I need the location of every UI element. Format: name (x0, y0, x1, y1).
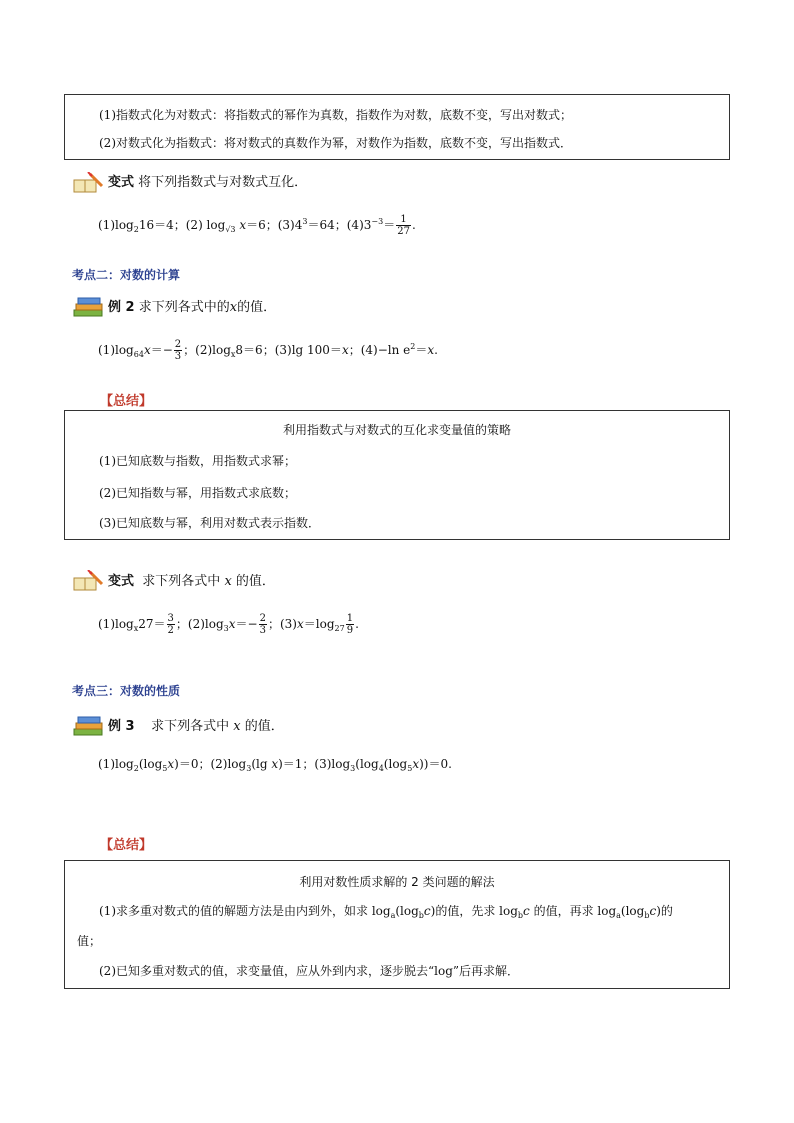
summary1-box (64, 410, 730, 540)
example2-problems: $(1)\log_{64}x=-$ $\frac{2}{3}$ ；$(2)\log_x8=6$；(3)lg 100＝x；(4)−ln $e^2=x$. (98, 339, 438, 362)
pencil-book-icon (72, 570, 106, 592)
variant2-label: 变式 (108, 574, 135, 589)
variant1-label: 变式 (108, 175, 135, 190)
method-line-2: (2)对数式化为指数式：将对数式的真数作为幂，对数作为指数，底数不变，写出指数式． (99, 136, 573, 150)
books-icon (72, 713, 106, 737)
example3-problems: $(1)\log_2(\log_5x)=0$；$(2)\log_3(\lg$ x)＝1；$(3)\log_3(\log_4(\log_5x))=0$. (98, 757, 452, 773)
method-line-1: (1)指数式化为对数式：将指数式的幂作为真数，指数作为对数，底数不变，写出对数式； (99, 108, 573, 122)
example2-label: 例 2 (108, 300, 135, 315)
summary2-box (64, 860, 730, 989)
variant1-prompt (108, 174, 307, 192)
books-icon (72, 294, 106, 318)
variant1-problems: $(1)\log_216=4$；(2) $\log_{√3} x=6$；$(3)4^3=64$；$(4)3^{-3}=$ $\frac{1}{27}$ . (98, 214, 416, 237)
variant2-problems: $(1)\log_x27=$ $\frac{3}{2}$ ；$(2)\log_3x=-$ $\frac{2}{3}$ ；$(3)x=\log_{27}$ $\frac{1}{9}$ . (98, 613, 359, 636)
summary2-item1: (1)求多重对数式的值的解题方法是由内到外，如求 $\log_a(\log_bc)$的值，先求 $\log_bc$ 的值，再求 $\log_a(\log_bc)$的 (99, 904, 673, 920)
variant2-prompt: 变式 求下列各式中 x 的值． (108, 574, 275, 589)
method-box (64, 94, 730, 160)
summary1-label: 【总结】 (100, 394, 153, 409)
example3-prompt: 例 3 求下列各式中 x 的值． (108, 719, 284, 734)
section2-title: 考点二：对数的计算 (72, 268, 181, 282)
variant1-text: 将下列指数式与对数式互化． (138, 175, 308, 190)
example3-label: 例 3 (108, 719, 135, 734)
summary1-item1: (1)已知底数与指数，用指数式求幂； (99, 454, 296, 468)
summary2-item1-cont: 值； (77, 934, 102, 948)
summary2-label: 【总结】 (100, 838, 153, 853)
summary2-title: 利用对数性质求解的 2 类问题的解法 (299, 875, 495, 889)
summary1-title: 利用指数式与对数式的互化求变量值的策略 (282, 423, 511, 437)
summary1-item2: (2)已知指数与幂，用指数式求底数； (99, 486, 296, 500)
example2-prompt: 例 2 求下列各式中的x的值． (108, 300, 277, 315)
summary1-item3: (3)已知底数与幂，利用对数式表示指数． (99, 516, 320, 530)
summary2-item2: (2)已知多重对数式的值，求变量值，应从外到内求，逐步脱去“log”后再求解． (99, 964, 520, 978)
section3-title: 考点三：对数的性质 (72, 684, 181, 698)
pencil-book-icon (72, 172, 106, 194)
